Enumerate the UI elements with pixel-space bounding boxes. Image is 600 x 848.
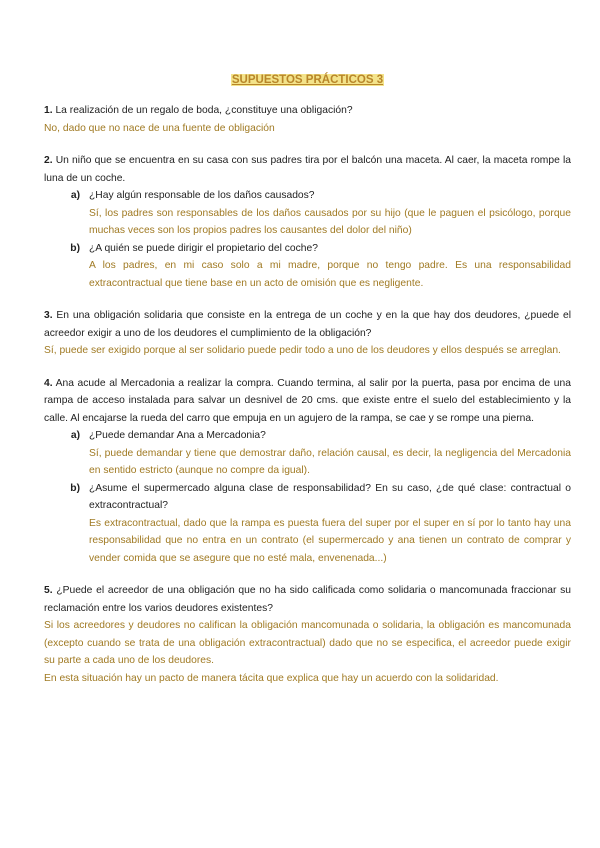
answer-5: Si los acreedores y deudores no califican la obligación mancomunada o solidaria, la obligación es mancomunada (excepto cuando se trata de una obligación extracontractual) dado que no se especifica, el acreedor puede exigir su parte a cada uno de los deudores. — [44, 620, 571, 666]
sub-label: b) — [70, 482, 80, 494]
document-title: SUPUESTOS PRÁCTICOS 3 — [231, 74, 384, 86]
question-4b — [44, 480, 571, 568]
question-3 — [44, 307, 571, 360]
question-4a — [44, 427, 571, 480]
question-number: 4. — [44, 377, 53, 389]
question-number: 5. — [44, 585, 53, 596]
sub-question-text: ¿Asume el supermercado alguna clase de responsabilidad? En su caso, ¿de qué clase: contractual o extracontractual? — [89, 482, 571, 511]
sub-question-text: ¿Puede demandar Ana a Mercadonia? — [89, 430, 266, 441]
question-5-text: 5. ¿Puede el acreedor de una obligación que no ha sido calificada como solidaria o mancomunada fraccionar su reclamación entre los varios deudores existentes? — [44, 585, 571, 614]
question-1 — [44, 102, 571, 137]
question-number: 2. — [44, 155, 53, 166]
answer-3: Sí, puede ser exigido porque al ser solidario puede pedir todo a uno de los deudores y ellos después se arreglan. — [44, 345, 561, 356]
answer-5-extra: En esta situación hay un pacto de manera tácita que explica que hay un acuerdo con la solidaridad. — [44, 672, 499, 684]
question-2-text: 2. Un niño que se encuentra en su casa con sus padres tira por el balcón una maceta. Al caer, la maceta rompe la luna de un coche. — [44, 155, 571, 184]
question-1-text: 1. La realización de un regalo de boda, ¿constituye una obligación? — [44, 105, 353, 116]
sub-question-text: ¿A quién se puede dirigir el propietario del coche? — [89, 242, 318, 254]
question-4 — [44, 375, 571, 568]
question-3-text: 3. En una obligación solidaria que consiste en la entrega de un coche y en la que hay dos deudores, ¿puede el acreedor exigir a uno de los deudores el cumplimiento de la obligación? — [44, 310, 571, 339]
sub-label: a) — [70, 430, 80, 441]
question-2b — [44, 240, 571, 293]
sub-question-text: ¿Hay algún responsable de los daños causados? — [89, 190, 315, 201]
question-2 — [44, 152, 571, 292]
document-page — [44, 72, 571, 702]
question-number: 1. — [44, 105, 53, 116]
question-2a — [44, 187, 571, 240]
question-5 — [44, 582, 571, 687]
answer-4b: Es extracontractual, dado que la rampa es puesta fuera del super por el super en sí por lo tanto hay una responsabilidad que no entra en un contrato (el supermercado y ana tienen un contrato de comprar y vender comida que se asegure que no esté mala, envenenada...) — [89, 517, 571, 564]
answer-1: No, dado que no nace de una fuente de obligación — [44, 122, 275, 134]
sub-label: b) — [70, 242, 80, 254]
answer-2b: A los padres, en mi caso solo a mi madre, porque no tengo padre. Es una responsabilidad extracontractual que tiene base en un acto de omisión que es negligente. — [89, 260, 571, 289]
answer-4a: Sí, puede demandar y tiene que demostrar daño, relación causal, es decir, la negligencia del Mercadonia en sentido estricto (aunque no compre da igual). — [89, 447, 571, 476]
question-4-text: 4. Ana acude al Mercadonia a realizar la compra. Cuando termina, al salir por la puerta, pasa por encima de una rampa de acceso instalada para salvar un desnivel de 20 cms. que existe entre el suelo del establecimiento y la calle. Al encajarse la rueda del carro que empuja en un agujero de la rampa, se cae y se rompe una pierna. — [44, 377, 571, 424]
sub-label: a) — [70, 190, 80, 201]
answer-2a: Sí, los padres son responsables de los daños causados por su hijo (que le paguen el psicólogo, porque muchas veces son los propios padres los causantes del dolor del niño) — [89, 207, 571, 236]
question-number: 3. — [44, 310, 53, 321]
